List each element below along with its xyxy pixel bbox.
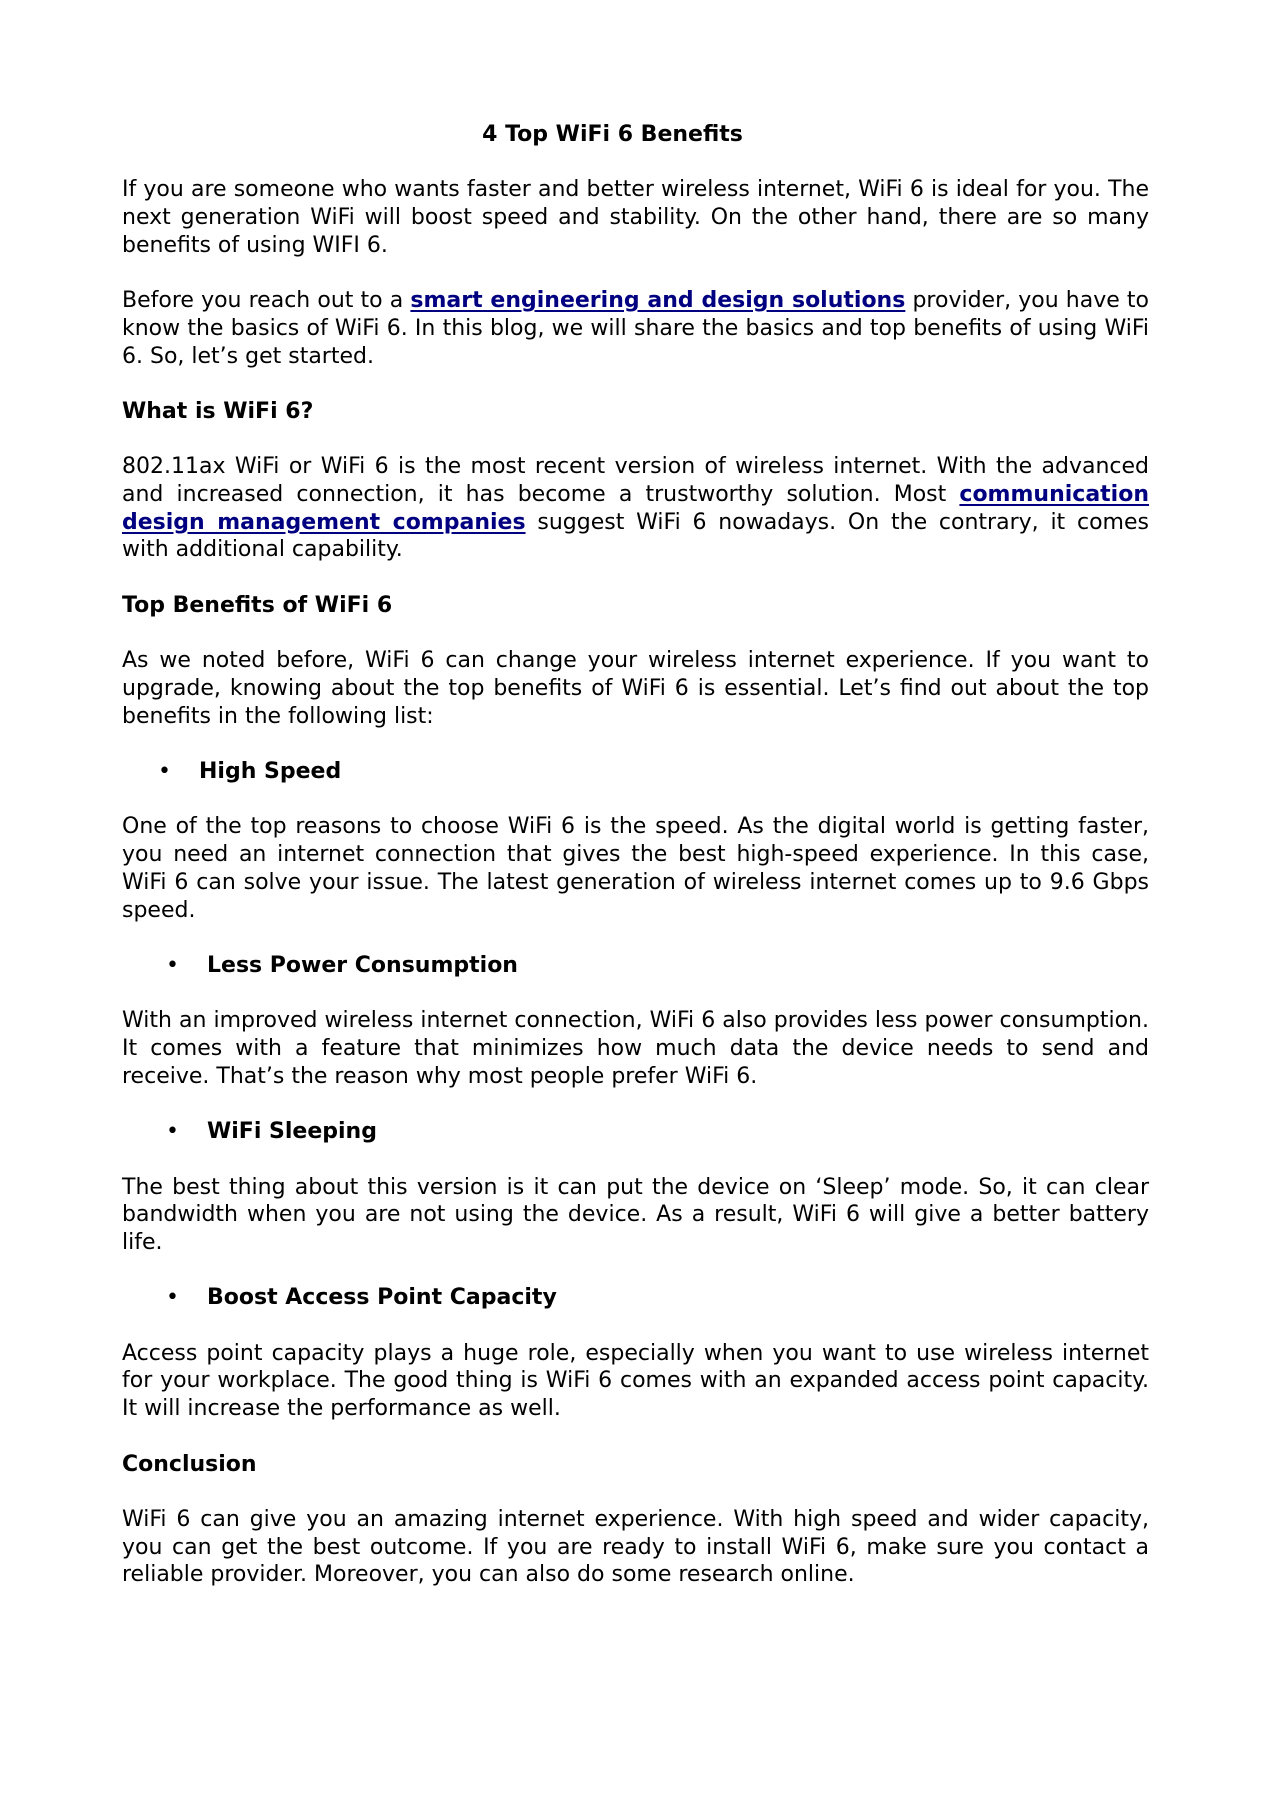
basics-text-after: provider, you have to know the basics of WiFi 6. In this blog, we will share the basics and top benefits of using WiFi 6. So, let’s get started. — [122, 288, 1150, 369]
communication-design-link[interactable]: communication design management companies — [122, 482, 1149, 535]
bullet-title: High Speed — [199, 759, 342, 785]
bullet-title: Less Power Consumption — [207, 952, 518, 978]
bullet-dot-icon: • — [166, 1285, 179, 1311]
top-benefits-heading: Top Benefits of WiFi 6 — [122, 592, 393, 618]
intro-paragraph: If you are someone who wants faster and better wireless internet, WiFi 6 is ideal for you. The next generation WiFi will boost speed and stability. On the other hand, there are so many benefits of using WIFI 6. — [122, 177, 1149, 258]
document-page — [122, 121, 1149, 1617]
basics-paragraph — [122, 287, 1149, 370]
high-speed-paragraph: One of the top reasons to choose WiFi 6 is the speed. As the digital world is getting faster, you need an internet connection that gives the best high-speed experience. In this case, WiFi 6 can solve your issue. The latest generation of wireless internet comes up to 9.6 Gbps speed. — [122, 814, 1149, 923]
bullet-less-power — [122, 952, 1149, 980]
what-text-after: suggest WiFi 6 nowadays. On the contrary, it comes with additional capability. — [122, 509, 1149, 563]
wifi-sleeping-paragraph: The best thing about this version is it can put the device on ‘Sleep’ mode. So, it can clear bandwidth when you are not using the device. As a result, WiFi 6 will give a better battery life. — [122, 1174, 1149, 1255]
smart-engineering-link[interactable]: smart engineering and design solutions — [410, 288, 906, 314]
bullet-access-point — [122, 1284, 1149, 1312]
top-benefits-intro: As we noted before, WiFi 6 can change your wireless internet experience. If you want to upgrade, knowing about the top benefits of WiFi 6 is essential. Let’s find out about the top benefits in the following list: — [122, 648, 1149, 729]
document-title: 4 Top WiFi 6 Benefits — [482, 122, 743, 147]
bullet-title: Boost Access Point Capacity — [207, 1285, 557, 1311]
bullet-title: WiFi Sleeping — [207, 1119, 377, 1145]
bullet-dot-icon: • — [166, 1119, 179, 1145]
less-power-paragraph: With an improved wireless internet connection, WiFi 6 also provides less power consumption. It comes with a feature that minimizes how much data the device needs to send and receive. That’s the reason why most people prefer WiFi 6. — [122, 1008, 1149, 1089]
bullet-dot-icon: • — [158, 759, 171, 785]
bullet-dot-icon: • — [166, 952, 179, 978]
bullet-wifi-sleeping — [122, 1118, 1149, 1146]
what-is-wifi6-paragraph — [122, 453, 1149, 564]
what-is-wifi6-heading: What is WiFi 6? — [122, 398, 314, 424]
basics-text-before: Before you reach out to a — [122, 288, 411, 314]
access-point-paragraph: Access point capacity plays a huge role, especially when you want to use wireless internet for your workplace. The good thing is WiFi 6 comes with an expanded access point capacity. It will increase the performance as well. — [122, 1340, 1149, 1422]
bullet-high-speed — [122, 758, 1149, 786]
conclusion-heading: Conclusion — [122, 1451, 257, 1477]
what-text-before: 802.11ax WiFi or WiFi 6 is the most recent version of wireless internet. With the advanced and increased connection, it has become a trustworthy solution. Most — [122, 454, 1149, 508]
conclusion-paragraph: WiFi 6 can give you an amazing internet experience. With high speed and wider capacity, you can get the best outcome. If you are ready to install WiFi 6, make sure you contact a reliable provider. Moreover, you can also do some research online. — [122, 1506, 1149, 1588]
